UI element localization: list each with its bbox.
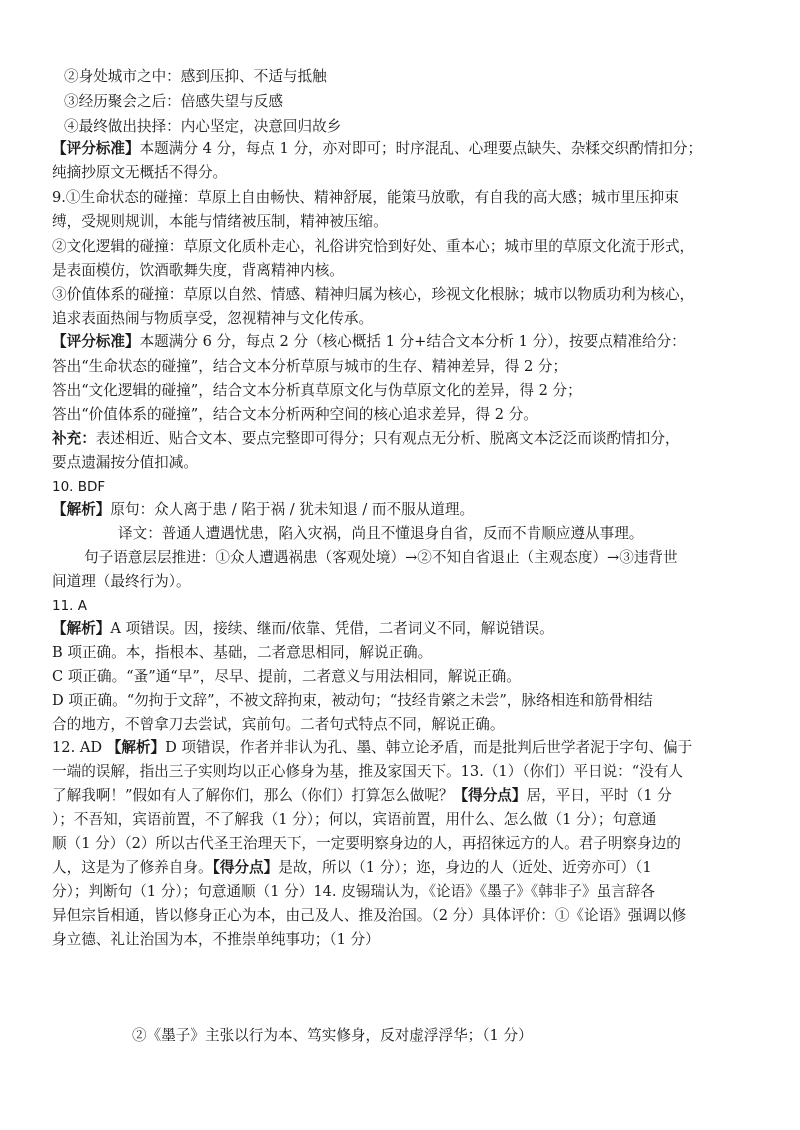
scoring-standard-label: 【评分标准】 [52, 140, 140, 157]
text-line: 译文：普通人遭遇忧患，陷入灾祸，尚且不懂退身自省，反而不肯顺应遵从事理。 [118, 525, 644, 542]
text-line: C 项正确。“蚤”通“早”，尽早、提前，二者意义与用法相同，解说正确。 [52, 668, 521, 685]
text-line: 缚，受规则规训，本能与情绪被压制，精神被压缩。 [52, 213, 388, 230]
text-line: 一端的误解，指出三子实则均以正心修身为基，推及家国天下。13.（1）（你们）平日说：“没有人 [52, 763, 684, 780]
text-line: 合的地方，不曾拿刀去尝试，宾前句。二者句式特点不同，解说正确。 [52, 716, 505, 733]
scoring-point-label: 【得分点】 [212, 859, 279, 876]
text-line: ②身处城市之中：感到压抑、不适与抵触 [64, 68, 327, 85]
text-line: ③价值体系的碰撞：草原以自然、情感、精神归属为核心，珍视文化根脉；城市以物质功利为核心， [52, 286, 695, 303]
text-line: ）；不吾知，宾语前置，不了解我（1 分）；何以，宾语前置，用什么、怎么做（1 分）；句意通 [52, 811, 657, 828]
supplement-line: 补充：表述相近、贴合文本、要点完整即可得分；只有观点无分析、脱离文本泛泛而谈酌情扣分， [52, 430, 680, 447]
question-10-answer: 10. BDF [52, 479, 106, 495]
text-line: 人，这是为了修养自身。【得分点】是故，所以（1 分）；迩，身边的人（近处、近旁亦可）（1 [52, 859, 652, 876]
analysis-label: 【解析】 [52, 501, 111, 518]
question-11-answer: 11. A [52, 598, 87, 614]
text-line: 顺（1 分）（2）所以古代圣王治理天下，一定要明察身边的人，再招徕远方的人。君子明察身边的 [52, 835, 681, 852]
text-line: 答出“文化逻辑的碰撞”，结合文本分析真草原文化与伪草原文化的差异，得 2 分； [52, 382, 582, 399]
text-line: 异但宗旨相通，皆以修身正心为本，由己及人、推及治国。（2 分）具体评价：①《论语》强调以修 [52, 907, 687, 924]
analysis-line: 【解析】A 项错误。因，接续、继而/依靠、凭借，二者词义不同，解说错误。 [52, 620, 554, 637]
text-line: 身立德、礼让治国为本，不推崇单纯事功；（1 分） [52, 931, 380, 948]
scoring-standard-line: 【评分标准】本题满分 4 分，每点 1 分，亦对即可；时序混乱、心理要点缺失、杂糅交织酌情扣分； [52, 140, 703, 157]
text-line: 分）；判断句（1 分）；句意通顺（1 分）14. 皮锡瑞认为，《论语》《墨子》《韩非子》虽言辞各 [52, 883, 655, 900]
text-line: ③经历聚会之后：倍感失望与反感 [64, 93, 283, 110]
text-line: 追求表面热闹与物质享受，忽视精神与文化传承。 [52, 310, 374, 327]
text-line: ②文化逻辑的碰撞：草原文化质朴走心，礼俗讲究恰到好处、重本心；城市里的草原文化流于形式， [52, 238, 695, 255]
scoring-standard-line: 【评分标准】本题满分 6 分，每点 2 分（核心概括 1 分+结合文本分析 1 分），按要点精准给分： [52, 333, 686, 350]
text-line: 间道理（最终行为）。 [52, 573, 191, 590]
text-line: 答出“价值体系的碰撞”，结合文本分析两种空间的核心追求差异，得 2 分。 [52, 406, 538, 423]
scoring-point-label: 【得分点】 [453, 787, 527, 804]
analysis-line: 【解析】原句：众人离于患 / 陷于祸 / 犹未知退 / 而不服从道理。 [52, 501, 475, 518]
question-9-line: 9.①生命状态的碰撞：草原上自由畅快、精神舒展，能策马放歌，有自我的高大感；城市里压抑束 [52, 189, 679, 206]
text-line: 句子语意层层推进：①众人遭遇祸患（客观处境）→②不知自省退止（主观态度）→③违背世 [84, 549, 678, 566]
text-line: 要点遗漏按分值扣减。 [52, 454, 198, 471]
text-line: 答出“生命状态的碰撞”，结合文本分析草原与城市的生存、精神差异，得 2 分； [52, 358, 568, 375]
text-line: ②《墨子》主张以行为本、笃实修身，反对虚浮浮华；（1 分） [132, 1027, 533, 1044]
question-12-line: 12. AD 【解析】D 项错误，作者并非认为孔、墨、韩立论矛盾，而是批判后世学者泥于字句、偏于 [52, 739, 693, 756]
analysis-label: 【解析】 [52, 620, 111, 637]
text-line: 是表面模仿，饮酒歌舞失度，背离精神内核。 [52, 262, 344, 279]
text-line: ④最终做出抉择：内心坚定，决意回归故乡 [64, 118, 342, 135]
text-line: 了解我啊！”假如有人了解你们，那么（你们）打算怎么做呢？【得分点】居，平日，平时（1 分 [52, 787, 672, 804]
text-line: B 项正确。本，指根本、基础，二者意思相同，解说正确。 [52, 644, 433, 661]
supplement-label: 补充： [52, 430, 96, 447]
analysis-label: 【解析】 [106, 739, 166, 756]
text-line: 纯摘抄原文无概括不得分。 [52, 164, 228, 181]
scoring-standard-label: 【评分标准】 [52, 333, 140, 350]
text-line: D 项正确。“勿拘于文辞”，不被文辞拘束，被动句；“技经肯綮之未尝”，脉络相连和筋骨相结 [52, 692, 653, 709]
